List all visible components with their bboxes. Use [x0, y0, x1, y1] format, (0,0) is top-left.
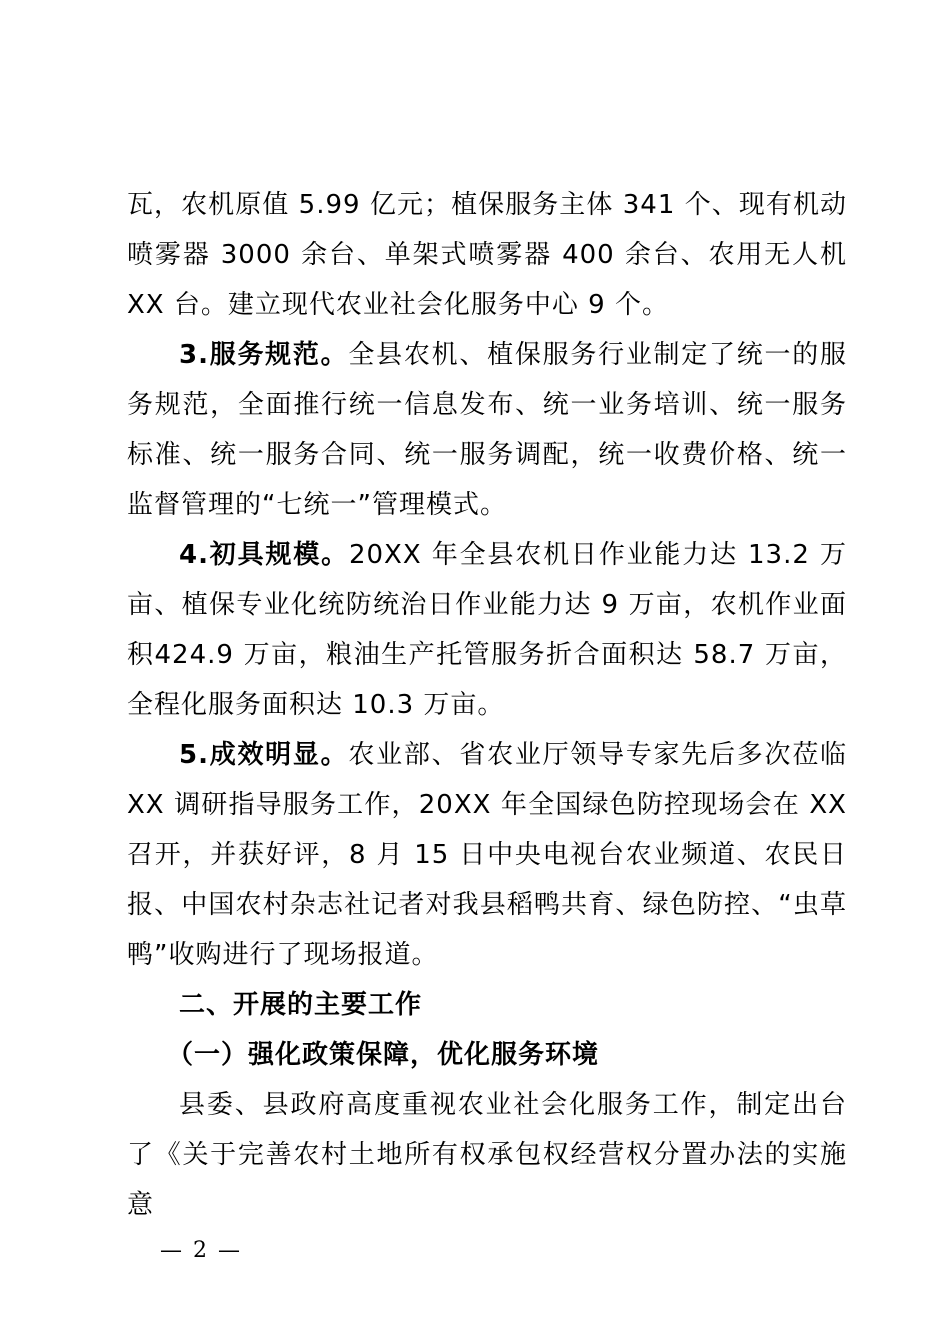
paragraph-text: 全县农机、植保服务行业制定了统一的服务规范，全面推行统一信息发布、统一业务培训、统一服务标准、统一服务合同、统一服务调配，统一收费价格、统一监督管理的“七统一”管理模式。 [127, 340, 847, 520]
paragraph-notable-results [127, 730, 847, 980]
paragraph-text: 瓦，农机原值 5.99 亿元；植保服务主体 341 个、现有机动喷雾器 3000 余台、单架式喷雾器 400 余台、农用无人机 XX 台。建立现代农业社会化服务中心 9 个。 [127, 190, 847, 320]
section-heading: 二、开展的主要工作 [179, 990, 423, 1020]
paragraph-lead: 4.初具规模。 [179, 540, 349, 570]
paragraph-text: 农业部、省农业厅领导专家先后多次莅临XX 调研指导服务工作，20XX 年全国绿色防控现场会在 XX 召开，并获好评，8 月 15 日中央电视台农业频道、农民日报、中国农村杂志社记者对我县稻鸭共育、绿色防控、“虫草鸭”收购进行了现场报道。 [127, 740, 847, 970]
paragraph-lead: 5.成效明显。 [179, 740, 349, 770]
subsection-heading: （一）强化政策保障，优化服务环境 [167, 1040, 600, 1070]
paragraph-initial-scale [127, 530, 847, 730]
paragraph-text: 20XX 年全县农机日作业能力达 13.2 万亩、植保专业化统防统治日作业能力达 9 万亩，农机作业面积424.9 万亩，粮油生产托管服务折合面积达 58.7 万亩，全程化服务面积达 10.3 万亩。 [127, 540, 847, 720]
closing-paragraph: 县委、县政府高度重视农业社会化服务工作，制定出台了《关于完善农村土地所有权承包权经营权分置办法的实施意 [127, 1090, 847, 1220]
paragraph-lead: 3.服务规范。 [179, 340, 349, 370]
paragraph-1 [127, 180, 847, 330]
paragraph-service-standards [127, 330, 847, 530]
document-body [127, 180, 847, 1230]
page-number: — 2 — [160, 1238, 242, 1263]
